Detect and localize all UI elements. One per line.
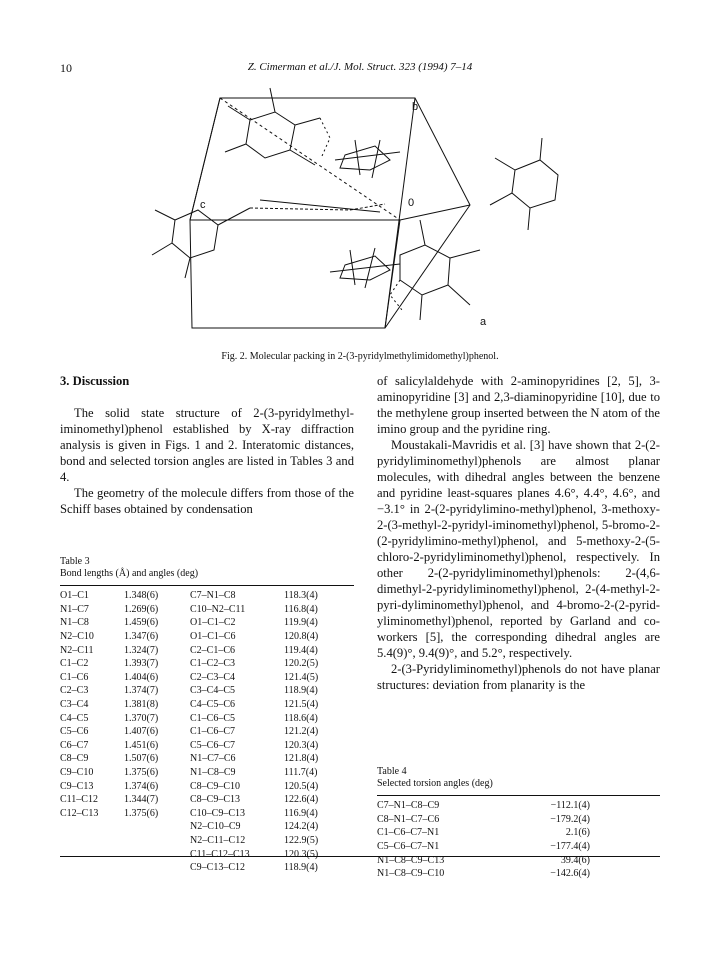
- table-cell: N2–C10: [60, 631, 94, 643]
- table-row: [60, 616, 354, 630]
- table-cell: N2–C11: [60, 644, 94, 656]
- table-cell: 1.324(7): [124, 644, 159, 656]
- table-cell: N1–C8: [60, 617, 89, 629]
- paragraph: The geometry of the molecule differs from those of the Schiff bases obtained by condensation: [60, 486, 354, 516]
- table-row: [60, 834, 354, 848]
- axis-label-origin: 0: [408, 197, 415, 209]
- table-cell: N2–C10–C9: [190, 821, 241, 833]
- section-heading: 3. Discussion: [60, 374, 130, 388]
- table-row: [60, 807, 354, 821]
- table-title: Table 4: [377, 766, 407, 777]
- table-row: [60, 589, 354, 603]
- table-cell: [124, 847, 190, 861]
- table-cell: C2–C3–C4: [190, 671, 236, 683]
- table-cell: 119.9(4): [284, 617, 318, 629]
- table-cell: C1–C2–C3: [190, 658, 236, 670]
- table-cell: [124, 861, 190, 875]
- table-cell: C1–C6: [60, 671, 89, 683]
- table-cell: C7–N1–C8: [190, 590, 236, 602]
- table-cell: C8–N1–C7–C6: [377, 813, 440, 825]
- table-cell: C9–C13–C12: [190, 862, 246, 874]
- table-cell: C7–N1–C8–C9: [377, 800, 440, 812]
- table-cell: 111.7(4): [284, 767, 318, 779]
- table-row: [60, 698, 354, 712]
- table-cell: 121.5(4): [284, 699, 319, 711]
- table-row: [60, 752, 354, 766]
- table-cell: [124, 820, 190, 834]
- molecule-lower: [330, 220, 480, 320]
- table-cell: 119.4(4): [284, 644, 318, 656]
- table-cell: N1–C7–C6: [190, 753, 236, 765]
- table-row: [60, 684, 354, 698]
- table-cell: 1.344(7): [124, 794, 159, 806]
- axis-label-c: c: [200, 199, 206, 211]
- molecule-upper: [225, 88, 400, 178]
- table-cell: 122.6(4): [284, 794, 319, 806]
- table-cell: C3–C4: [60, 699, 89, 711]
- page-number: 10: [60, 61, 72, 75]
- table-title: Table 3: [60, 556, 90, 567]
- table-row: [60, 766, 354, 780]
- table-cell: C8–C9–C13: [190, 794, 241, 806]
- table-rule: [60, 585, 354, 586]
- table-cell: C11–C12–C13: [190, 848, 250, 860]
- table-row: [60, 657, 354, 671]
- axis-label-b: b: [412, 101, 419, 113]
- table-cell: C1–C6–C7–N1: [377, 827, 440, 839]
- table-row: [60, 603, 354, 617]
- table-cell: 120.2(5): [284, 658, 319, 670]
- table-row: [60, 779, 354, 793]
- molecular-packing-figure: [150, 80, 560, 342]
- table-cell: C12–C13: [60, 807, 99, 819]
- table-cell: 118.9(4): [284, 685, 318, 697]
- table-cell: C3–C4–C5: [190, 685, 236, 697]
- table-cell: 1.375(6): [124, 807, 159, 819]
- table-cell: 1.381(8): [124, 699, 159, 711]
- table-caption: Bond lengths (Å) and angles (deg): [60, 568, 199, 579]
- table-cell: 2.1(6): [565, 827, 590, 839]
- table-row: [60, 739, 354, 753]
- table-body: [377, 799, 660, 881]
- table-cell: C4–C5–C6: [190, 699, 236, 711]
- table-row: [377, 813, 660, 827]
- table-cell: 122.9(5): [284, 834, 319, 846]
- figure-caption: Fig. 2. Molecular packing in 2-(3-pyridylmethylimidomethyl)phenol.: [221, 351, 499, 362]
- table-cell: C10–C9–C13: [190, 807, 246, 819]
- table-cell: [60, 847, 124, 861]
- table-cell: 1.459(6): [124, 617, 159, 629]
- table-row: [60, 820, 354, 834]
- table-cell: O1–C1–C6: [190, 631, 236, 643]
- table-row: [377, 840, 660, 854]
- table-cell: [124, 834, 190, 848]
- table-cell: C2–C3: [60, 685, 89, 697]
- table-cell: C2–C1–C6: [190, 644, 236, 656]
- table-row: [60, 630, 354, 644]
- running-head: Z. Cimerman et al./J. Mol. Struct. 323 (1994) 7–14: [247, 61, 473, 73]
- table-bottom-rule: [60, 856, 660, 857]
- table-cell: C1–C6–C5: [190, 712, 236, 724]
- table-cell: 1.451(6): [124, 739, 159, 751]
- table-row: [60, 725, 354, 739]
- left-column: [60, 373, 354, 517]
- table-row: [377, 867, 660, 881]
- table-cell: C5–C6–C7–N1: [377, 841, 440, 853]
- right-column: [377, 373, 660, 693]
- table-cell: C6–C7: [60, 739, 89, 751]
- table-cell: 116.9(4): [284, 807, 318, 819]
- table-cell: 1.407(6): [124, 726, 159, 738]
- paragraph: of salicylaldehyde with 2-aminopyridines [2, 5], 3-aminopyridine [3] and 2,3-diaminopyridine [10], due to the methylene group inserted between the N atom of the imino group and the pyridine ring.: [377, 374, 660, 436]
- table-cell: C9–C10: [60, 767, 94, 779]
- table-cell: 120.5(4): [284, 780, 319, 792]
- table-cell: 1.374(6): [124, 780, 159, 792]
- table-cell: C8–C9–C10: [190, 780, 241, 792]
- table-cell: [60, 820, 124, 834]
- table-cell: N1–C8–C9–C13: [377, 854, 445, 866]
- paragraph: 2-(3-Pyridyliminomethyl)phenols do not have planar structures: deviation from planarity is the: [377, 662, 660, 692]
- table-cell: C5–C6–C7: [190, 739, 236, 751]
- table-cell: 1.404(6): [124, 671, 159, 683]
- table-row: [60, 643, 354, 657]
- table-cell: 1.347(6): [124, 631, 159, 643]
- unit-cell-box: [190, 98, 470, 328]
- table-body: [60, 589, 354, 874]
- table-cell: 1.507(6): [124, 753, 159, 765]
- table-row: [377, 799, 660, 813]
- paragraph: The solid state structure of 2-(3-pyridylmethyl-iminomethyl)phenol established by X-ray diffraction analysis is given in Figs. 1 and 2. Interatomic distances, bond and selected torsion angles are listed in Tables 3 and 4.: [60, 406, 354, 484]
- table-cell: 39.4(6): [560, 854, 590, 866]
- table-cell: C8–C9: [60, 753, 89, 765]
- table-row: [60, 793, 354, 807]
- table-cell: 124.2(4): [284, 821, 319, 833]
- table-row: [377, 826, 660, 840]
- table-caption: Selected torsion angles (deg): [377, 778, 493, 789]
- table-cell: C4–C5: [60, 712, 89, 724]
- molecule-right: [490, 138, 558, 230]
- table-cell: N2–C11–C12: [190, 834, 246, 846]
- table-cell: 121.4(5): [284, 671, 319, 683]
- table-cell: N1–C7: [60, 603, 89, 615]
- table-cell: −112.1(4): [550, 800, 590, 812]
- table-cell: −179.2(4): [550, 813, 590, 825]
- table-row: [60, 711, 354, 725]
- paragraph: Moustakali-Mavridis et al. [3] have shown that 2-(2-pyridyliminomethyl)phenols are almost planar molecules, with dihedral angles between the benzene and pyridine least-squares planes 4.6°, 4.4°, 4.6°, and −3.1° in 2-(2-pyridylimino-methyl)phenol, 3-methoxy-2-(3-methyl-2-pyridyl-iminomethyl)phenol, 5-bromo-2-(2-pyridylimino-methyl)phenol, and 5-methoxy-2-(5-chloro-2-pyridyliminomethyl)phenol, respectively. In other 2-(2-pyridyliminomethyl)phenols: 2-(4,6-dimethyl-2-pyridyliminomethyl)phenol, 2-(4-methyl-2-pyri-dyliminomethyl)phenol, and 4-bromo-2-(2-pyrid-yliminomethyl)phenol, reported by Garland and co-workers [5], the corresponding dihedral angles are 5.4(9)°, 9.4(9)°, and 5.2°, respectively.: [377, 438, 660, 660]
- table-rule: [377, 795, 660, 796]
- table-cell: C5–C6: [60, 726, 89, 738]
- table-cell: 1.269(6): [124, 603, 159, 615]
- table-cell: 120.3(5): [284, 848, 319, 860]
- table-cell: [60, 834, 124, 848]
- table-cell: C10–N2–C11: [190, 603, 246, 615]
- table-cell: 1.370(7): [124, 712, 159, 724]
- table-cell: 1.374(7): [124, 685, 159, 697]
- table-cell: C9–C13: [60, 780, 94, 792]
- table-cell: 121.2(4): [284, 726, 319, 738]
- table-cell: 1.348(6): [124, 590, 159, 602]
- axis-label-a: a: [480, 316, 487, 328]
- table-cell: −177.4(4): [550, 841, 590, 853]
- table-cell: O1–C1: [60, 590, 89, 602]
- table-cell: 121.8(4): [284, 753, 319, 765]
- table-cell: 116.8(4): [284, 603, 318, 615]
- table-4: [377, 766, 660, 881]
- table-cell: C1–C6–C7: [190, 726, 236, 738]
- table-cell: N1–C8–C9: [190, 767, 236, 779]
- table-cell: C1–C2: [60, 658, 89, 670]
- table-row: [60, 847, 354, 861]
- table-cell: 118.3(4): [284, 590, 318, 602]
- table-cell: C11–C12: [60, 794, 98, 806]
- table-cell: 120.3(4): [284, 739, 319, 751]
- table-cell: 1.393(7): [124, 658, 159, 670]
- table-cell: [60, 861, 124, 875]
- table-cell: O1–C1–C2: [190, 617, 236, 629]
- table-cell: N1–C8–C9–C10: [377, 868, 445, 880]
- table-3: [60, 556, 354, 874]
- table-row: [60, 671, 354, 685]
- table-cell: 120.8(4): [284, 631, 319, 643]
- molecule-left: [152, 200, 385, 278]
- table-cell: 118.9(4): [284, 862, 318, 874]
- table-cell: −142.6(4): [550, 868, 590, 880]
- table-cell: 118.6(4): [284, 712, 318, 724]
- table-row: [60, 861, 354, 875]
- table-cell: 1.375(6): [124, 767, 159, 779]
